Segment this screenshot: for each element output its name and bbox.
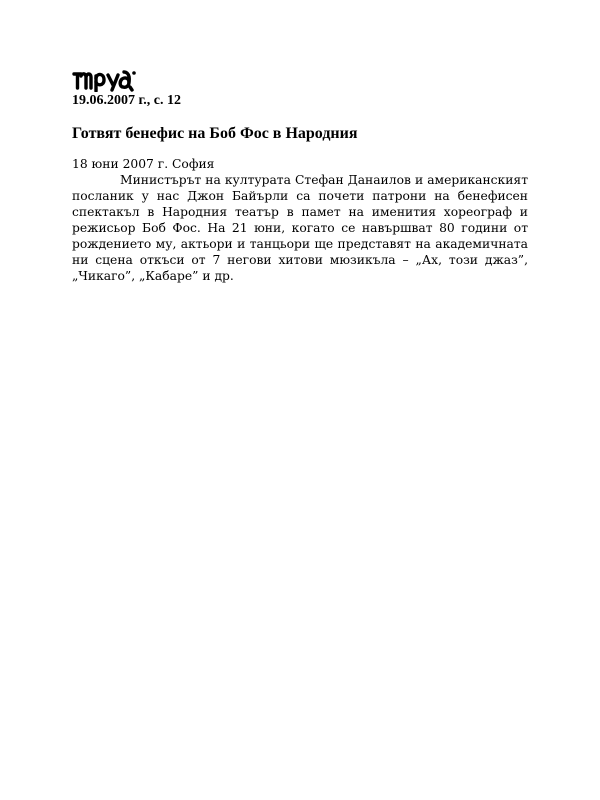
issue-info: 19.06.2007 г., с. 12	[72, 93, 181, 108]
article-body: Министърът на културата Стефан Данаилов и американският посланик у нас Джон Байърли са почети патрони на бенефисен спектакъл в Народния театър в памет на именития хореограф и режисьор Боб Фос. На 21 юни, когато се навършват 80 години от рождението му, актьори и танцьори ще представят на академичната ни сцена откъси от 7 негови хитови мюзикъла – „Ах, този джаз”, „Чикаго”, „Кабаре” и др.	[72, 173, 528, 283]
article-title: Готвят бенефис на Боб Фос в Народния	[72, 125, 358, 142]
article-dateline: 18 юни 2007 г. София	[72, 157, 215, 171]
trud-newspaper-logo-icon	[72, 68, 138, 92]
